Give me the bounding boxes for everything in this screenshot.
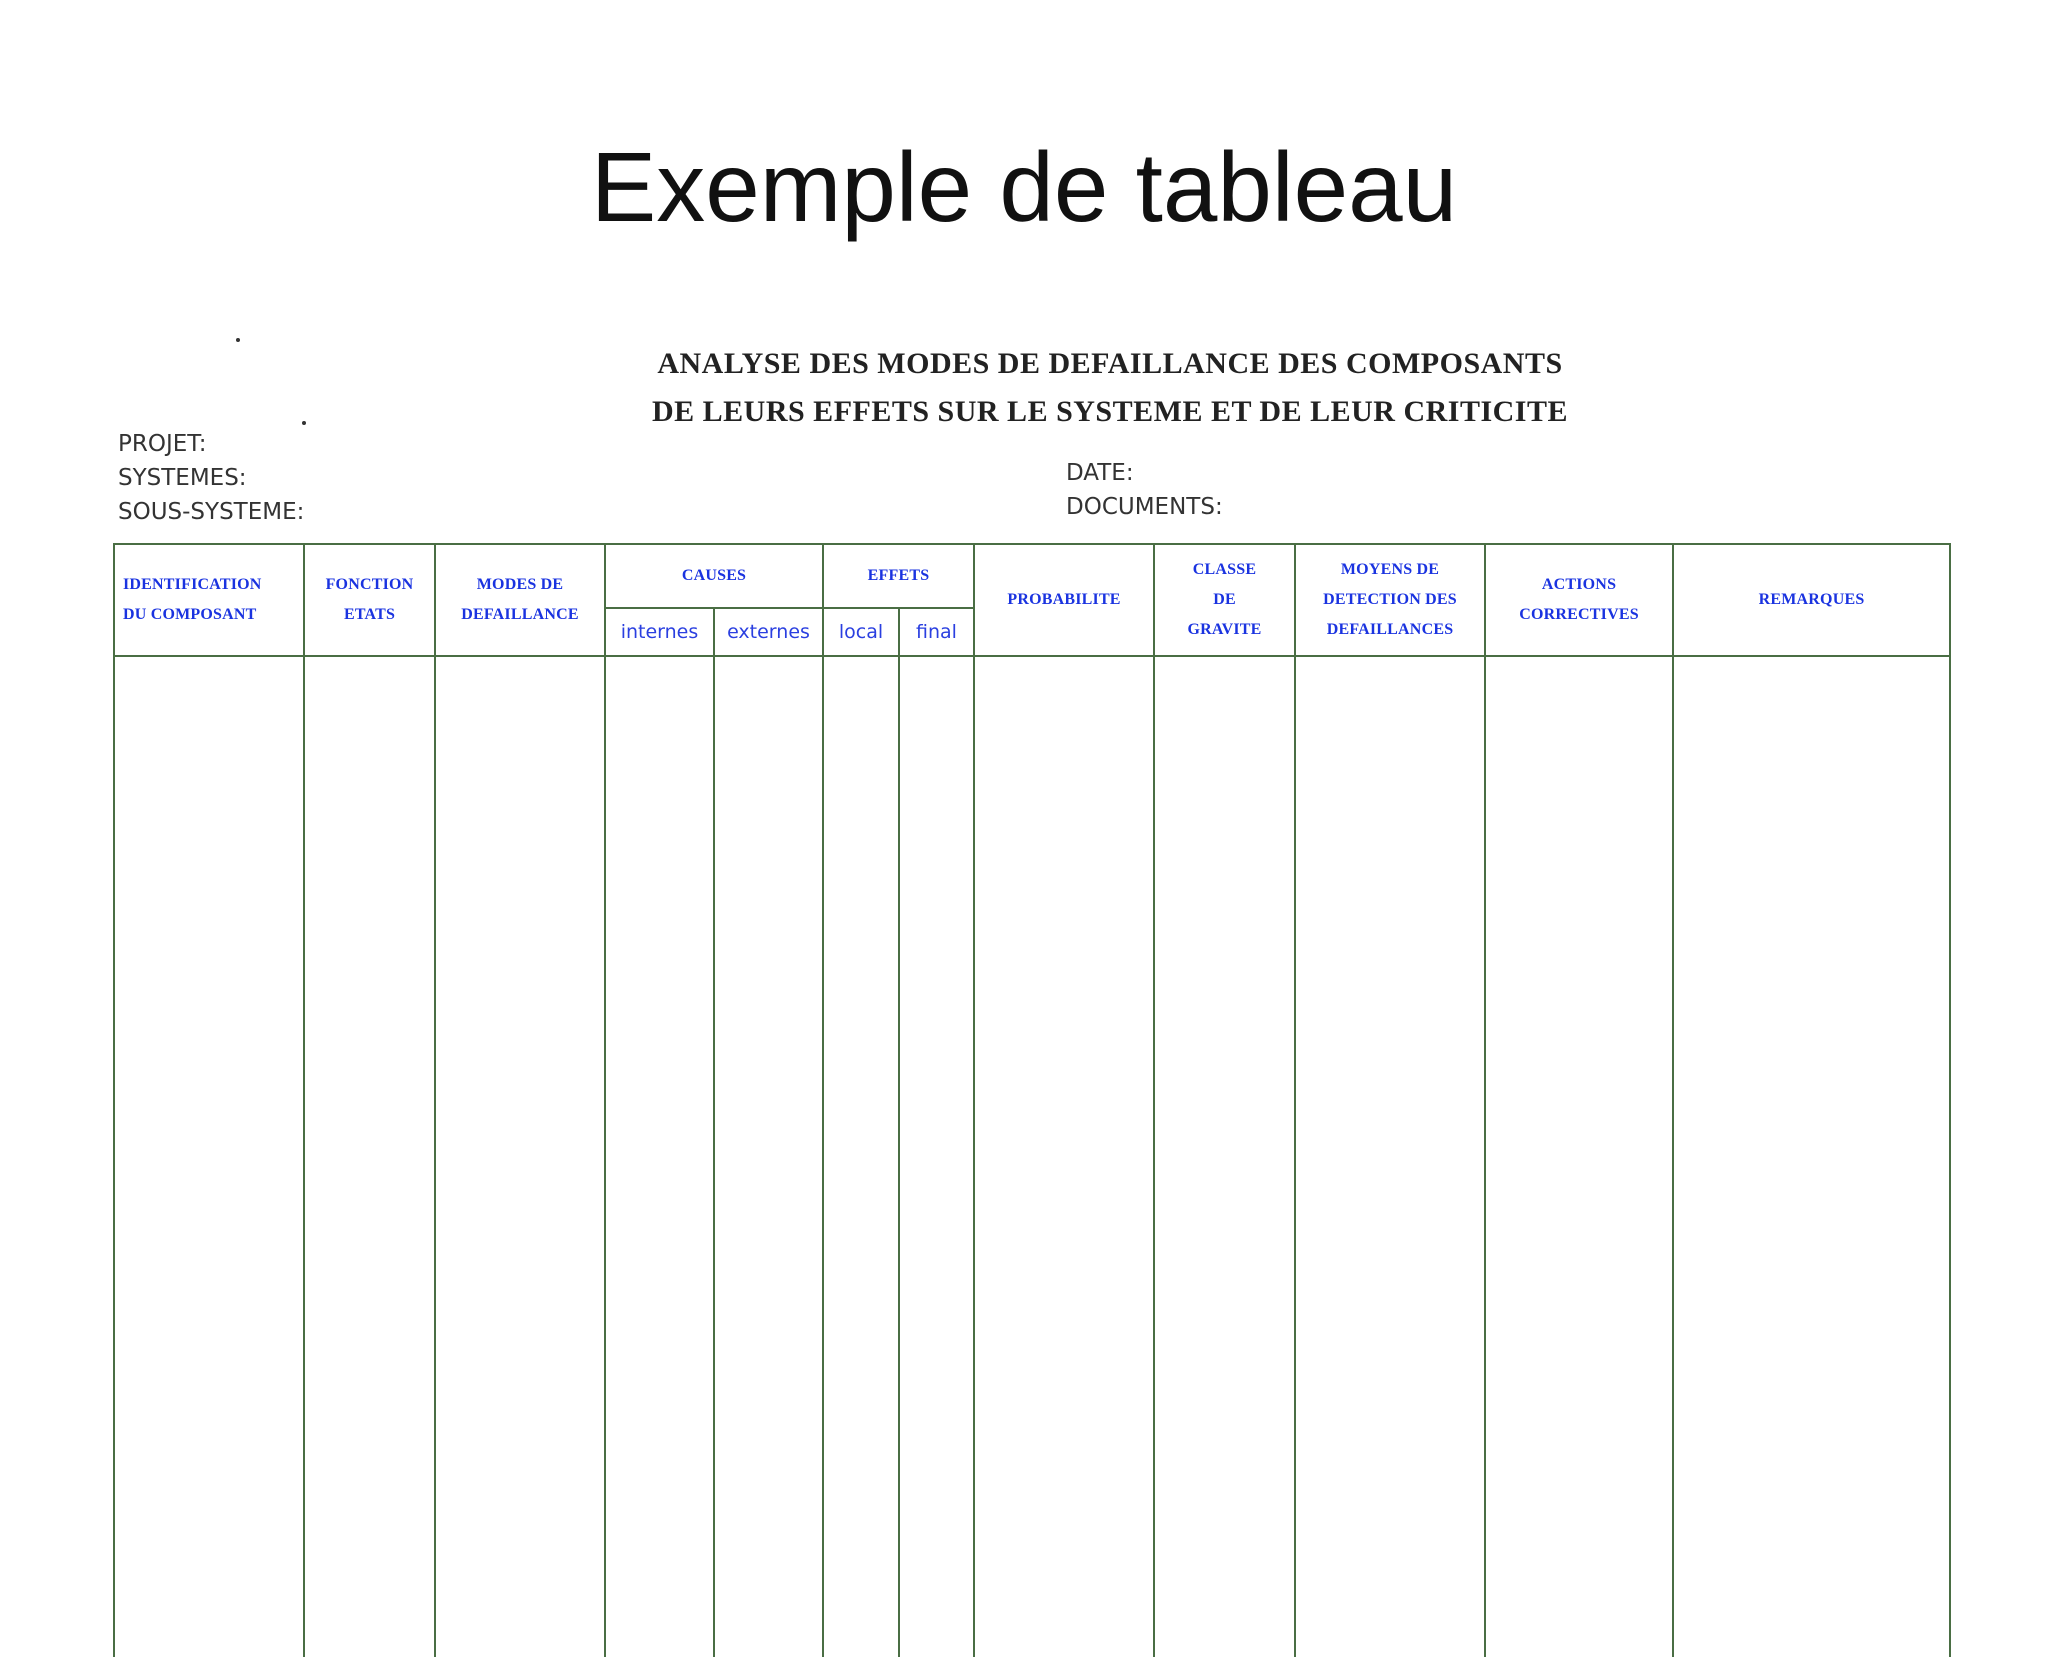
cell-local[interactable] xyxy=(823,656,899,1657)
header-text: DEFAILLANCES xyxy=(1326,621,1454,638)
header-text: ACTIONS xyxy=(1541,576,1617,593)
header-classe xyxy=(1154,544,1295,656)
subheader-final: final xyxy=(899,608,974,656)
slide-title: Exemple de tableau xyxy=(590,132,1458,242)
fmea-table xyxy=(113,543,1951,1657)
header-text: ETATS xyxy=(343,606,396,623)
field-date: DATE: xyxy=(1066,460,1134,486)
header-effets: EFFETS xyxy=(823,544,974,608)
cell-identification[interactable] xyxy=(114,656,304,1657)
subheader-externes: externes xyxy=(714,608,823,656)
cell-internes[interactable] xyxy=(605,656,714,1657)
header-text: IDENTIFICATION xyxy=(123,576,262,593)
header-text: CORRECTIVES xyxy=(1519,606,1639,623)
header-row xyxy=(114,544,1950,608)
form-fields-left xyxy=(118,427,304,529)
header-moyens xyxy=(1295,544,1485,656)
header-text: MOYENS DE xyxy=(1340,561,1440,578)
header-text: DE xyxy=(1213,591,1236,608)
field-systemes: SYSTEMES: xyxy=(118,465,247,491)
header-text: GRAVITE xyxy=(1187,621,1262,638)
form-fields-right xyxy=(1066,456,1223,524)
cell-actions[interactable] xyxy=(1485,656,1673,1657)
header-text: DEFAILLANCE xyxy=(461,606,579,623)
cell-moyens[interactable] xyxy=(1295,656,1485,1657)
cell-externes[interactable] xyxy=(714,656,823,1657)
form-heading-line: ANALYSE DES MODES DE DEFAILLANCE DES COMPOSANTS xyxy=(657,347,1563,380)
header-fonction xyxy=(304,544,435,656)
subheader-local: local xyxy=(823,608,899,656)
cell-fonction[interactable] xyxy=(304,656,435,1657)
field-documents: DOCUMENTS: xyxy=(1066,494,1223,520)
header-actions xyxy=(1485,544,1673,656)
header-text: DU COMPOSANT xyxy=(123,606,257,623)
header-modes xyxy=(435,544,605,656)
speck xyxy=(302,421,306,425)
header-causes: CAUSES xyxy=(605,544,823,608)
speck xyxy=(236,338,240,342)
field-projet: PROJET: xyxy=(118,431,207,457)
header-identification xyxy=(114,544,304,656)
cell-remarques[interactable] xyxy=(1673,656,1950,1657)
form-heading xyxy=(560,340,1660,436)
header-text: MODES DE xyxy=(476,576,564,593)
cell-modes[interactable] xyxy=(435,656,605,1657)
header-text: FONCTION xyxy=(325,576,414,593)
header-text: DETECTION DES xyxy=(1323,591,1457,608)
field-sous-systeme: SOUS-SYSTEME: xyxy=(118,499,305,525)
subheader-internes: internes xyxy=(605,608,714,656)
header-text: CLASSE xyxy=(1192,561,1257,578)
form-heading-line: DE LEURS EFFETS SUR LE SYSTEME ET DE LEUR CRITICITE xyxy=(651,395,1569,428)
header-remarques: REMARQUES xyxy=(1673,544,1950,656)
cell-probabilite[interactable] xyxy=(974,656,1154,1657)
table-row xyxy=(114,656,1950,1657)
cell-classe[interactable] xyxy=(1154,656,1295,1657)
header-probabilite: PROBABILITE xyxy=(974,544,1154,656)
cell-final[interactable] xyxy=(899,656,974,1657)
